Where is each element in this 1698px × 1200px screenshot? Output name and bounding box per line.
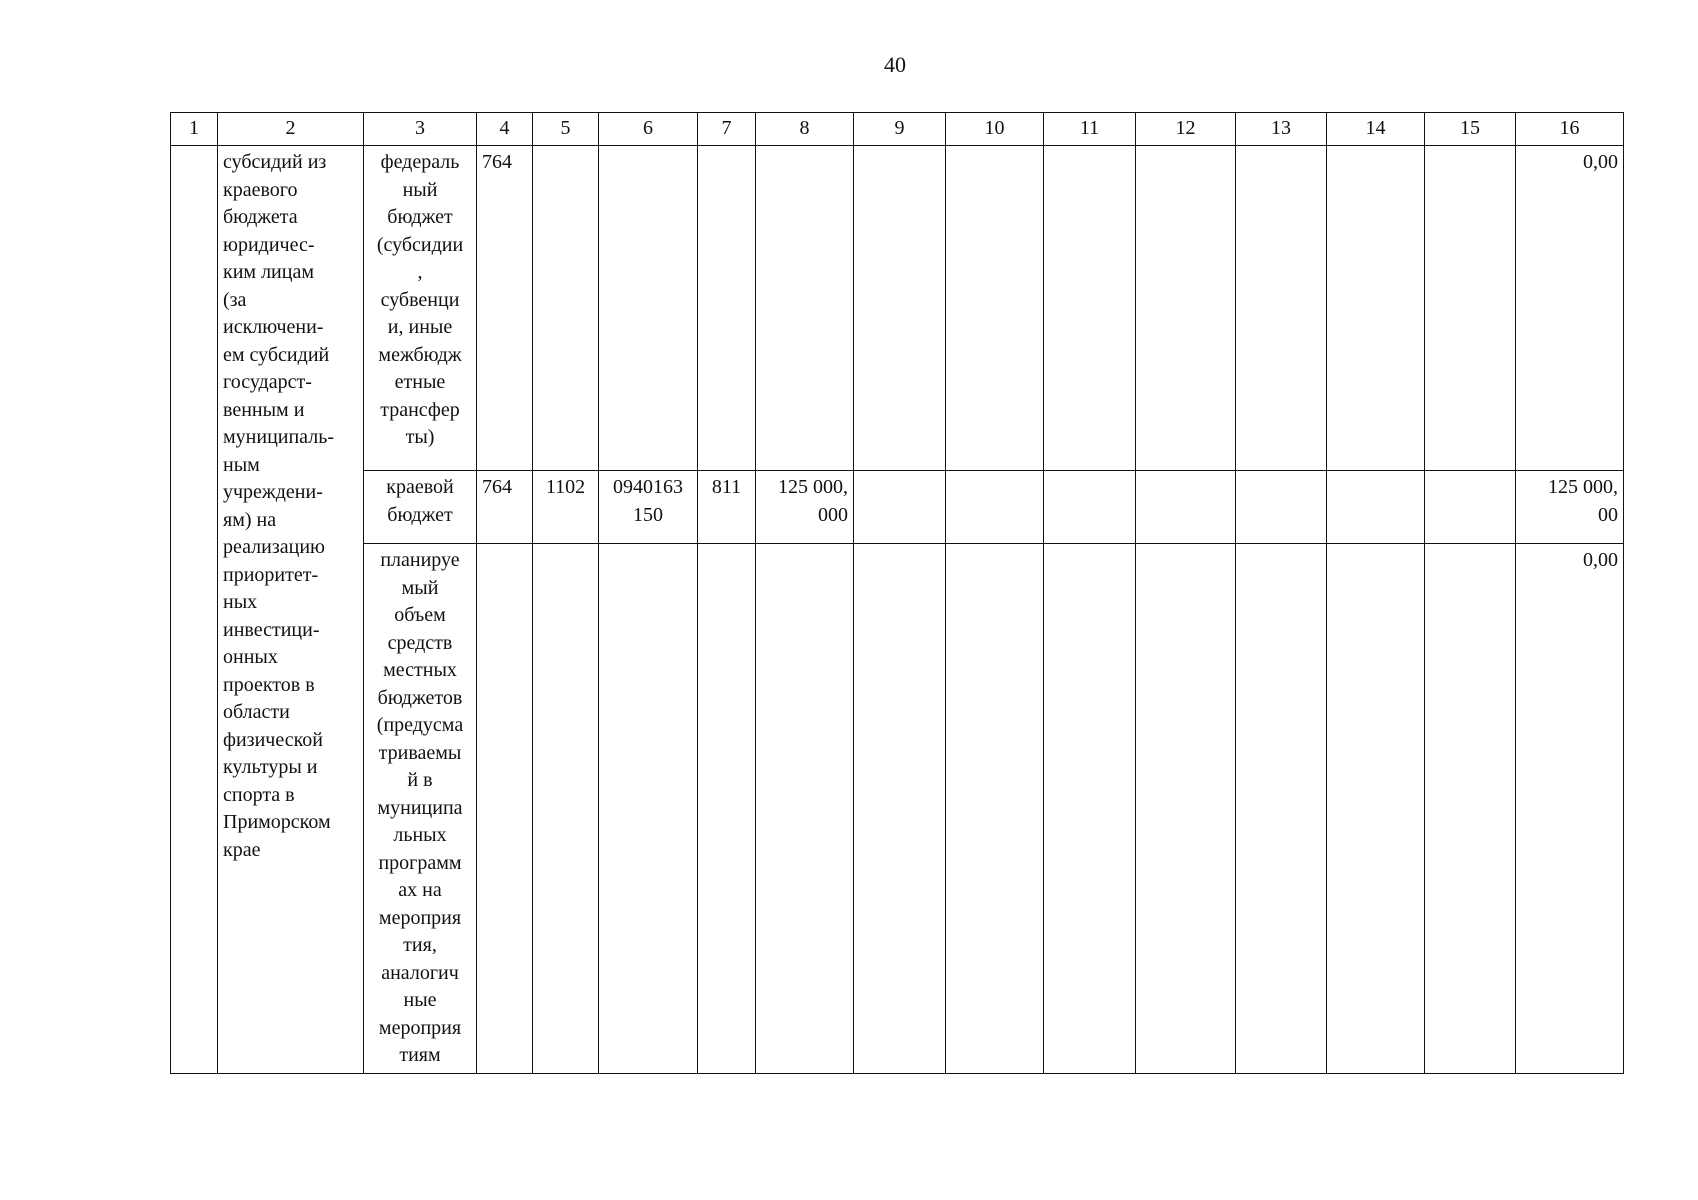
empty-cell [854, 146, 946, 471]
header-cell-3: 3 [364, 113, 477, 146]
table-row-regional [171, 471, 1624, 544]
code-cell-7 [698, 146, 756, 471]
measure-description-cell: субсидий из краевого бюджета юридичес- ким лицам (за исключени- ем субсидий государст- венным и муниципаль- ным учреждени- ям) на реализацию приоритет- ных инвестици- онных проектов в области физической культуры и спорта в Приморском крае [218, 146, 364, 1074]
empty-cell [1327, 146, 1425, 471]
code-cell-4: 764 [477, 471, 533, 544]
total-cell-16: 0,00 [1516, 544, 1624, 1074]
empty-cell [1236, 146, 1327, 471]
empty-cell [1136, 146, 1236, 471]
funding-source-cell: краевой бюджет [364, 471, 477, 544]
table-row-federal [171, 146, 1624, 471]
funding-source-cell: федераль ный бюджет (субсидии , субвенци и, иные межбюдж етные трансфер ты) [364, 146, 477, 471]
code-cell-5 [533, 146, 599, 471]
code-cell-4 [477, 544, 533, 1074]
header-cell-13: 13 [1236, 113, 1327, 146]
header-cell-14: 14 [1327, 113, 1425, 146]
empty-cell [1425, 146, 1516, 471]
budget-table [170, 112, 1624, 1074]
code-cell-4: 764 [477, 146, 533, 471]
empty-cell [1136, 544, 1236, 1074]
amount-cell-8: 125 000, 000 [756, 471, 854, 544]
empty-cell [1044, 146, 1136, 471]
empty-cell [1136, 471, 1236, 544]
code-cell-6: 0940163 150 [599, 471, 698, 544]
table-row-local [171, 544, 1624, 1074]
header-cell-5: 5 [533, 113, 599, 146]
empty-cell [1236, 544, 1327, 1074]
empty-cell [1044, 544, 1136, 1074]
header-cell-8: 8 [756, 113, 854, 146]
empty-cell [1425, 471, 1516, 544]
code-cell-6 [599, 146, 698, 471]
header-row [171, 113, 1624, 146]
amount-cell-8 [756, 544, 854, 1074]
empty-cell [1327, 471, 1425, 544]
page-number: 40 [884, 52, 906, 77]
empty-cell [854, 544, 946, 1074]
header-cell-2: 2 [218, 113, 364, 146]
header-cell-16: 16 [1516, 113, 1624, 146]
code-cell-5 [533, 544, 599, 1074]
code-cell-7: 811 [698, 471, 756, 544]
header-cell-1: 1 [171, 113, 218, 146]
header-cell-9: 9 [854, 113, 946, 146]
header-cell-12: 12 [1136, 113, 1236, 146]
code-cell-6 [599, 544, 698, 1074]
total-cell-16: 125 000, 00 [1516, 471, 1624, 544]
header-cell-4: 4 [477, 113, 533, 146]
empty-cell [1044, 471, 1136, 544]
header-cell-7: 7 [698, 113, 756, 146]
row-number-cell [171, 146, 218, 1074]
empty-cell [1327, 544, 1425, 1074]
empty-cell [946, 544, 1044, 1074]
header-cell-15: 15 [1425, 113, 1516, 146]
code-cell-5: 1102 [533, 471, 599, 544]
header-cell-6: 6 [599, 113, 698, 146]
amount-cell-8 [756, 146, 854, 471]
header-cell-11: 11 [1044, 113, 1136, 146]
empty-cell [854, 471, 946, 544]
total-cell-16: 0,00 [1516, 146, 1624, 471]
empty-cell [1236, 471, 1327, 544]
empty-cell [1425, 544, 1516, 1074]
code-cell-7 [698, 544, 756, 1074]
empty-cell [946, 146, 1044, 471]
funding-source-cell: планируе мый объем средств местных бюджетов (предусма триваемы й в муниципа льных программ ах на мероприя тия, аналогич ные мероприя тиям [364, 544, 477, 1074]
header-cell-10: 10 [946, 113, 1044, 146]
empty-cell [946, 471, 1044, 544]
